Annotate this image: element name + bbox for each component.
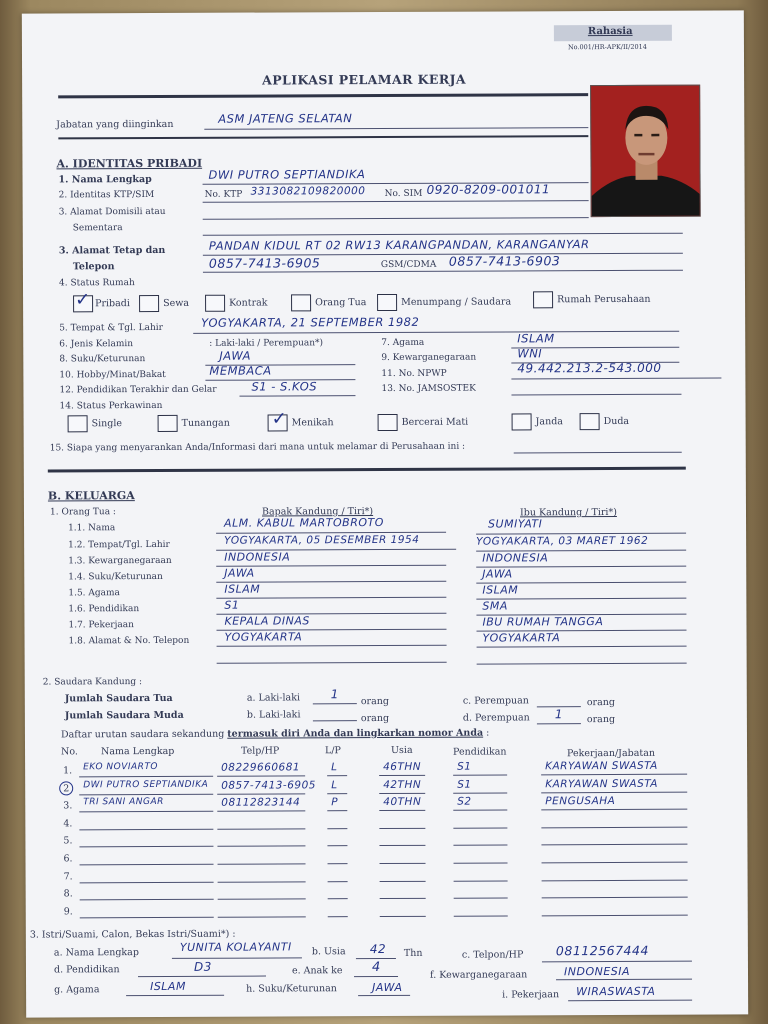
father-religion[interactable]: ISLAM [224, 582, 261, 596]
ethnicity-label: 8. Suku/Keturunan [59, 354, 146, 365]
father-line [216, 597, 446, 599]
spouse-name-value[interactable]: YUNITA KOLAYANTI [179, 940, 292, 954]
spouse-age-label: b. Usia [311, 946, 346, 958]
confidential-label: Rahasia [587, 25, 633, 38]
spouse-age-line [356, 958, 396, 959]
birth-line [193, 331, 679, 334]
sibling-age-line [379, 792, 425, 793]
section-a-divider [48, 467, 686, 473]
sibling-education-line [453, 827, 507, 828]
sibling-list-intro-emphasis: termasuk diri Anda dan lingkarkan nomor Anda [227, 727, 484, 740]
sibling-sex-line [327, 775, 347, 776]
sibling-age-line [380, 916, 426, 917]
sibling-phone-line [217, 846, 305, 847]
father-birth[interactable]: YOGYAKARTA, 05 DESEMBER 1954 [224, 533, 420, 547]
mother-ethnicity[interactable]: JAWA [482, 567, 513, 581]
father-education[interactable]: S1 [224, 598, 240, 612]
older-male-label: a. Laki-laki [246, 692, 301, 704]
sibling-no: 1. [63, 765, 73, 777]
position-label: Jabatan yang diinginkan [56, 118, 174, 131]
sibling-sex[interactable]: P [331, 796, 339, 809]
house-perusahaan-label: Rumah Perusahaan [557, 293, 651, 306]
house-orangtua-checkbox[interactable] [291, 294, 311, 311]
sibling-sex-line [327, 810, 347, 811]
house-menumpang-label: Menumpang / Saudara [401, 296, 512, 308]
sibling-name[interactable]: DWI PUTRO SEPTIANDIKA [83, 779, 209, 790]
sibling-phone[interactable]: 08229660681 [221, 761, 301, 774]
applicant-photo [590, 85, 701, 217]
sibling-phone-line [218, 863, 306, 864]
parent-row-label: 1.3. Kewarganegaraan [68, 555, 172, 567]
sibling-sex[interactable]: L [331, 778, 338, 791]
sibling-job-line [541, 844, 687, 846]
mother-birth[interactable]: YOGYAKARTA, 03 MARET 1962 [476, 534, 649, 548]
sibling-phone-line [218, 881, 306, 882]
marital-duda-checkbox[interactable] [580, 413, 600, 430]
sibling-education[interactable]: S1 [457, 760, 472, 773]
education-value[interactable]: S1 - S.KOS [251, 379, 318, 394]
sibling-job-line [542, 897, 688, 899]
sibling-age-line [380, 898, 426, 899]
marital-tunangan-checkbox[interactable] [158, 415, 178, 432]
sibling-education-line [453, 774, 507, 775]
spouse-religion-value[interactable]: ISLAM [150, 979, 186, 994]
spouse-citizen-line [556, 979, 692, 981]
marital-menikah-checkmark: ✓ [271, 408, 287, 430]
religion-value[interactable]: ISLAM [517, 331, 555, 346]
sibling-age-line [380, 863, 426, 864]
sibling-education-line [454, 880, 508, 881]
full-name-value[interactable]: DWI PUTRO SEPTIANDIKA [208, 167, 366, 182]
marital-tunangan-label: Tunangan [181, 417, 230, 429]
sibling-name-line [79, 829, 213, 831]
mother-line [477, 646, 687, 648]
younger-female-label: d. Perempuan [462, 712, 530, 724]
older-siblings-label: Jumlah Saudara Tua [64, 692, 173, 705]
sibling-age-line [380, 880, 426, 881]
form-title: APLIKASI PELAMAR KERJA [262, 71, 467, 88]
mother-religion[interactable]: ISLAM [482, 583, 519, 597]
sibling-education-line [454, 915, 508, 916]
sibling-job[interactable]: PENGUSAHA [545, 795, 616, 808]
sibling-job-line [542, 914, 688, 916]
house-perusahaan-checkbox[interactable] [533, 291, 553, 308]
sibling-job-line [542, 862, 688, 864]
sibling-name-line [80, 864, 214, 866]
marital-janda-checkbox[interactable] [512, 413, 532, 430]
mother-name[interactable]: SUMIYATI [488, 517, 543, 531]
spouse-religion-line [126, 995, 224, 996]
full-name-label: 1. Nama Lengkap [58, 174, 152, 186]
spouse-ethnic-label: h. Suku/Keturunan [246, 983, 337, 995]
sibling-no: 2 [63, 782, 70, 795]
spouse-children-label: e. Anak ke [291, 965, 343, 977]
sibling-phone-line [217, 793, 305, 794]
sibling-no: 5. [63, 835, 73, 847]
sibling-age-line [379, 775, 425, 776]
sibling-age-line [379, 828, 425, 829]
parent-row-label: 1.6. Pendidikan [68, 604, 140, 615]
domicile-label-2: Sementara [72, 223, 123, 234]
sibling-phone[interactable]: 0857-7413-6905 [221, 778, 316, 792]
sibling-age[interactable]: 40THN [383, 796, 422, 809]
spouse-job-value[interactable]: WIRASWASTA [576, 984, 656, 999]
section-a-title: A. IDENTITAS PRIBADI [56, 156, 203, 171]
permanent-address-label: 3. Alamat Tetap dan [58, 244, 166, 257]
sibling-no: 6. [63, 853, 73, 865]
sibling-age-line [379, 845, 425, 846]
marital-bercerai-label: Bercerai Mati [401, 416, 469, 428]
house-menumpang-checkbox[interactable] [377, 294, 397, 311]
younger-male-label: b. Laki-laki [246, 709, 301, 721]
father-header: Bapak Kandung / Tiri*) [261, 506, 374, 518]
younger-siblings-label: Jumlah Saudara Muda [64, 709, 184, 722]
sibling-job-line [541, 774, 687, 776]
marital-bercerai-checkbox[interactable] [378, 414, 398, 431]
spouse-age-unit: Thn [403, 947, 423, 959]
ktp-label: No. KTP [204, 189, 243, 200]
spouse-job-line [568, 1000, 692, 1002]
sibling-col-job: Pekerjaan/Jabatan [567, 747, 655, 760]
marital-menikah-label: Menikah [291, 417, 334, 429]
parents-label: 1. Orang Tua : [49, 507, 116, 518]
sibling-phone[interactable]: 08112823144 [221, 796, 301, 809]
spouse-citizen-value[interactable]: INDONESIA [563, 964, 631, 979]
spouse-ethnic-line [358, 995, 410, 996]
gsm-label: GSM/CDMA [380, 259, 437, 271]
spouse-age-value[interactable]: 42 [369, 941, 387, 957]
sibling-education[interactable]: S1 [457, 778, 472, 791]
father-line-extra [217, 662, 447, 664]
id-card-label: 2. Identitas KTP/SIM [58, 190, 155, 201]
parent-row-label: 1.8. Alamat & No. Telepon [68, 635, 190, 647]
sibling-job-line [541, 791, 687, 793]
sibling-job[interactable]: KARYAWAN SWASTA [545, 759, 658, 773]
spouse-education-value[interactable]: D3 [193, 959, 212, 974]
parent-row-label: 1.4. Suku/Keturunan [68, 571, 163, 583]
own-number-circle [59, 781, 73, 795]
domicile-line-2 [203, 233, 683, 236]
father-name[interactable]: ALM. KABUL MARTOBROTO [224, 516, 384, 530]
section-b-title: B. KELUARGA [47, 489, 135, 503]
sibling-age[interactable]: 42THN [383, 778, 422, 791]
education-line [239, 395, 355, 397]
spouse-phone-value[interactable]: 08112567444 [555, 942, 649, 959]
referral-label: 15. Siapa yang menyarankan Anda/Informasi dari mana untuk melamar di Perusahaan ini : [49, 441, 466, 454]
sibling-list-intro [61, 728, 489, 741]
mother-citizenship[interactable]: INDONESIA [482, 551, 549, 565]
parent-row-label: 1.1. Nama [68, 523, 116, 534]
domicile-label: 3. Alamat Domisili atau [58, 206, 166, 218]
sibling-job-line [542, 879, 688, 881]
citizenship-label: 9. Kewarganegaraan [381, 352, 477, 364]
sibling-name[interactable]: TRI SANI ANGAR [83, 797, 164, 808]
father-occupation[interactable]: KEPALA DINAS [224, 614, 310, 628]
spouse-children-line [354, 976, 398, 977]
mother-occupation[interactable]: IBU RUMAH TANGGA [482, 615, 604, 629]
npwp-label: 11. No. NPWP [381, 368, 447, 380]
marital-single-label: Single [91, 418, 123, 430]
older-female-unit: orang [586, 696, 615, 709]
education-label: 12. Pendidikan Terakhir dan Gelar [59, 384, 217, 396]
younger-male-line [313, 720, 357, 721]
sibling-education-line [453, 810, 507, 811]
parent-row-label: 1.2. Tempat/Tgl. Lahir [68, 539, 170, 551]
mother-education[interactable]: SMA [482, 599, 508, 613]
sibling-job-line [541, 809, 687, 811]
spouse-phone-label: c. Telpon/HP [461, 949, 524, 961]
sibling-name-line [79, 776, 213, 778]
birth-label: 5. Tempat & Tgl. Lahir [59, 322, 163, 334]
spouse-name-label: a. Nama Lengkap [53, 947, 139, 959]
mother-header: Ibu Kandung / Tiri*) [519, 506, 617, 519]
spouse-name-line [172, 957, 302, 959]
sibling-no: 7. [63, 870, 73, 882]
position-line [204, 127, 588, 130]
parent-row-label: 1.5. Agama [68, 588, 120, 599]
ethnicity-value[interactable]: JAWA [219, 348, 252, 363]
domicile-line-1 [203, 217, 589, 220]
sibling-name-line [79, 793, 213, 795]
permanent-address-label-2: Telepon [72, 261, 115, 273]
older-male-value[interactable]: 1 [330, 687, 339, 702]
sibling-education-line [453, 792, 507, 793]
sibling-name-line [80, 899, 214, 901]
phone-value[interactable]: 0857-7413-6905 [208, 255, 321, 271]
marital-single-checkbox[interactable] [68, 415, 88, 432]
sibling-sex[interactable]: L [331, 761, 338, 774]
sim-value[interactable]: 0920-8209-001011 [426, 182, 551, 197]
mother-address[interactable]: YOGYAKARTA [482, 631, 561, 645]
sibling-name-line [79, 811, 213, 813]
document-number: No.001/HR-APK/II/2014 [567, 42, 647, 52]
sibling-col-sex: L/P [325, 745, 341, 757]
application-form-paper [22, 10, 748, 1017]
title-divider [58, 93, 588, 98]
gender-value[interactable]: : Laki-laki / Perempuan*) [209, 338, 324, 349]
religion-label: 7. Agama [381, 337, 425, 349]
sibling-education[interactable]: S2 [457, 795, 472, 808]
spouse-citizen-label: f. Kewarganegaraan [429, 969, 528, 981]
house-sewa-checkbox[interactable] [139, 295, 159, 312]
sibling-col-name: Nama Lengkap [101, 745, 175, 758]
sibling-name-line [80, 881, 214, 883]
gsm-value[interactable]: 0857-7413-6903 [448, 253, 561, 269]
spouse-phone-line [542, 961, 692, 963]
sibling-col-no: No. [61, 746, 78, 758]
father-ethnicity[interactable]: JAWA [224, 566, 255, 580]
spouse-children-value[interactable]: 4 [371, 960, 381, 976]
sibling-col-phone: Telp/HP [241, 745, 280, 757]
citizenship-value[interactable]: WNI [517, 346, 543, 361]
permanent-address-value[interactable]: PANDAN KIDUL RT 02 RW13 KARANGPANDAN, KARANGANYAR [208, 237, 590, 253]
house-status-label: 4. Status Rumah [58, 278, 135, 289]
sibling-phone-line [217, 775, 305, 776]
house-kontrak-label: Kontrak [229, 297, 268, 309]
marital-janda-label: Janda [535, 416, 563, 428]
father-address[interactable]: YOGYAKARTA [224, 630, 303, 644]
younger-female-line [537, 723, 581, 724]
sibling-no: 8. [63, 888, 73, 900]
house-kontrak-checkbox[interactable] [205, 295, 225, 312]
younger-female-unit: orang [586, 713, 616, 726]
house-pribadi-checkmark: ✓ [75, 289, 91, 311]
sibling-sex-line [327, 828, 347, 829]
npwp-value[interactable]: 49.442.213.2-543.000 [517, 360, 662, 376]
sibling-age-line [379, 810, 425, 811]
id-card-line [203, 200, 589, 203]
sibling-list-intro-colon: : [483, 727, 490, 739]
spouse-job-label: i. Pekerjaan [502, 989, 560, 1001]
older-female-label: c. Perempuan [462, 695, 529, 707]
sibling-no: 3. [63, 800, 73, 812]
parent-row-label: 1.7. Pekerjaan [68, 620, 134, 631]
marital-label: 14. Status Perkawinan [59, 400, 163, 412]
siblings-label: 2. Saudara Kandung : [42, 677, 143, 688]
sibling-sex-line [328, 863, 348, 864]
sibling-col-age: Usia [391, 744, 413, 756]
younger-female-value[interactable]: 1 [554, 707, 564, 722]
hobby-value[interactable]: MEMBACA [209, 363, 272, 378]
sibling-no: 9. [63, 906, 73, 918]
sibling-phone-line [218, 916, 306, 917]
sibling-no: 4. [63, 818, 73, 830]
spouse-religion-label: g. Agama [54, 984, 100, 996]
older-male-line [313, 703, 357, 704]
ktp-value[interactable]: 3313082109820000 [250, 185, 366, 198]
sibling-sex-line [327, 793, 347, 794]
father-citizenship[interactable]: INDONESIA [224, 550, 291, 564]
marital-duda-label: Duda [603, 415, 630, 428]
referral-line [514, 452, 682, 454]
sibling-list-intro-text: Daftar urutan saudara sekandung [60, 728, 228, 741]
gender-label: 6. Jenis Kelamin [59, 339, 134, 350]
jamsostek-label: 13. No. JAMSOSTEK [381, 383, 476, 395]
sibling-sex-line [328, 898, 348, 899]
position-divider [58, 135, 588, 139]
older-male-unit: orang [360, 695, 389, 708]
spouse-education-label: d. Pendidikan [53, 964, 120, 976]
sibling-age[interactable]: 46THN [383, 760, 422, 774]
house-sewa-label: Sewa [163, 297, 190, 309]
spouse-ethnic-value[interactable]: JAWA [372, 980, 403, 995]
younger-male-unit: orang [360, 712, 390, 725]
sibling-col-education: Pendidikan [453, 746, 507, 758]
sibling-sex-line [327, 846, 347, 847]
birth-value[interactable]: YOGYAKARTA, 21 SEPTEMBER 1982 [201, 314, 420, 330]
jamsostek-line [511, 394, 681, 396]
spouse-education-line [138, 976, 266, 978]
sibling-name-line [79, 846, 213, 848]
house-orangtua-label: Orang Tua [315, 297, 367, 309]
sibling-education-line [454, 862, 508, 863]
house-pribadi-label: Pribadi [95, 298, 130, 310]
sibling-job-line [541, 826, 687, 828]
sibling-phone-line [218, 899, 306, 900]
sibling-sex-line [328, 881, 348, 882]
sibling-phone-line [217, 828, 305, 829]
hobby-label: 10. Hobby/Minat/Bakat [59, 369, 166, 381]
sibling-name[interactable]: EKO NOVIARTO [83, 761, 159, 773]
npwp-line [511, 378, 721, 380]
position-value[interactable]: ASM JATENG SELATAN [218, 111, 353, 126]
sim-label: No. SIM [384, 188, 423, 199]
sibling-sex-line [328, 916, 348, 917]
sibling-name-line [80, 917, 214, 919]
mother-line-extra [477, 663, 687, 665]
father-line [217, 645, 447, 647]
sibling-education-line [453, 845, 507, 846]
sibling-phone-line [217, 811, 305, 812]
sibling-job[interactable]: KARYAWAN SWASTA [545, 777, 658, 790]
sibling-education-line [454, 898, 508, 899]
spouse-label: 3. Istri/Suami, Calon, Bekas Istri/Suami*) : [29, 928, 236, 941]
